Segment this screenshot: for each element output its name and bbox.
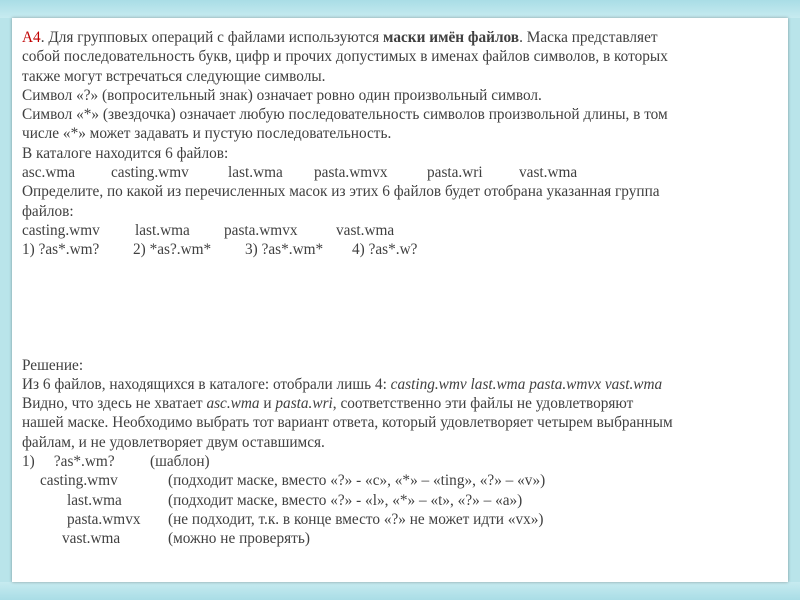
frame-top (0, 0, 800, 18)
check-row (22, 471, 782, 490)
selected-file: pasta.wmvx (224, 221, 298, 239)
selected-file-list (22, 221, 782, 240)
missing-file-2: pasta.wri (275, 395, 333, 413)
check-row (22, 529, 782, 548)
solution-line-4: файлам, и не удовлетворяет двум оставшимся. (22, 433, 325, 451)
file-item: casting.wmv (111, 164, 189, 182)
selected-file: last.wma (135, 221, 190, 239)
file-item: pasta.wmvx (314, 164, 388, 182)
catalog-intro: В каталоге находится 6 файлов: (22, 144, 229, 162)
check-row (22, 491, 782, 510)
file-item: asc.wma (22, 164, 76, 182)
rule-question-mark: Символ «?» (вопросительный знак) означает ровно один произвольный символ. (22, 86, 542, 104)
check-note: (подходит маске, вместо «?» - «l», «*» – «t», «?» – «a») (168, 491, 523, 509)
check-note: (можно не проверять) (168, 530, 310, 548)
check-note: (не подходит, т.к. в конце вместо «?» не может идти «vx») (168, 510, 544, 528)
file-item: vast.wma (519, 164, 578, 182)
solution-line-2-after: , соответственно эти файлы не удовлетворяют (332, 395, 634, 413)
check-row (22, 510, 782, 529)
missing-file-1: asc.wma (206, 395, 260, 413)
question-line-1: Определите, по какой из перечисленных масок из этих 6 файлов будет отобрана указанная группа (22, 183, 660, 201)
task-line-3: также могут встречаться следующие символы. (22, 67, 326, 85)
answer-option: 4) ?as*.w? (352, 241, 418, 259)
check-row (22, 452, 782, 471)
check-note: (шаблон) (150, 453, 210, 471)
file-item: pasta.wri (427, 164, 483, 182)
solution-line-2 (22, 394, 782, 413)
spacer (22, 260, 782, 356)
question-line-2: файлов: (22, 202, 74, 220)
task-label: А4 (22, 29, 41, 46)
solution-line-2-mid: и (259, 395, 276, 413)
rule-asterisk-cont: числе «*» может задавать и пустую последовательность. (22, 125, 392, 143)
file-item: last.wma (228, 164, 283, 182)
rule-asterisk: Символ «*» (звездочка) означает любую последовательность символов произвольной длины, в том (22, 106, 668, 124)
check-mask: 1) ?as*.wm? (22, 453, 115, 471)
term-masks: маски имён файлов (383, 29, 520, 46)
task-line-1 (22, 28, 782, 47)
selected-file: casting.wmv (22, 221, 100, 239)
check-file: pasta.wmvx (67, 510, 141, 528)
selected-file: vast.wma (336, 221, 395, 239)
task-line-1-before: . Для групповых операций с файлами используются (40, 29, 384, 46)
solution-line-3: нашей маске. Необходимо выбрать тот вариант ответа, который удовлетворяет четырем выбранным (22, 414, 673, 432)
slide (12, 18, 788, 582)
solution-line-1 (22, 375, 782, 394)
check-file: casting.wmv (40, 472, 118, 490)
solution-line-1-text: Из 6 файлов, находящихся в каталоге: отобрали лишь 4: (22, 375, 391, 393)
solution-line-2-before: Видно, что здесь не хватает (22, 395, 207, 413)
answer-options (22, 240, 782, 259)
answer-option: 2) *as?.wm* (133, 241, 212, 259)
check-note: (подходит маске, вместо «?» - «c», «*» – «ting», «?» – «v») (168, 472, 546, 490)
solution-heading: Решение: (22, 356, 84, 374)
slide-content (22, 28, 782, 549)
answer-option: 3) ?as*.wm* (245, 241, 324, 259)
check-file: vast.wma (62, 530, 121, 548)
solution-selected-files: casting.wmv last.wma pasta.wmvx vast.wma (390, 375, 663, 393)
task-line-2: собой последовательность букв, цифр и прочих допустимых в именах файлов символов, в которых (22, 48, 668, 66)
catalog-file-list (22, 163, 782, 182)
check-file: last.wma (67, 491, 122, 509)
frame-bottom (0, 582, 800, 600)
answer-option: 1) ?as*.wm? (22, 241, 100, 259)
task-line-1-after: . Маска представляет (519, 29, 658, 46)
